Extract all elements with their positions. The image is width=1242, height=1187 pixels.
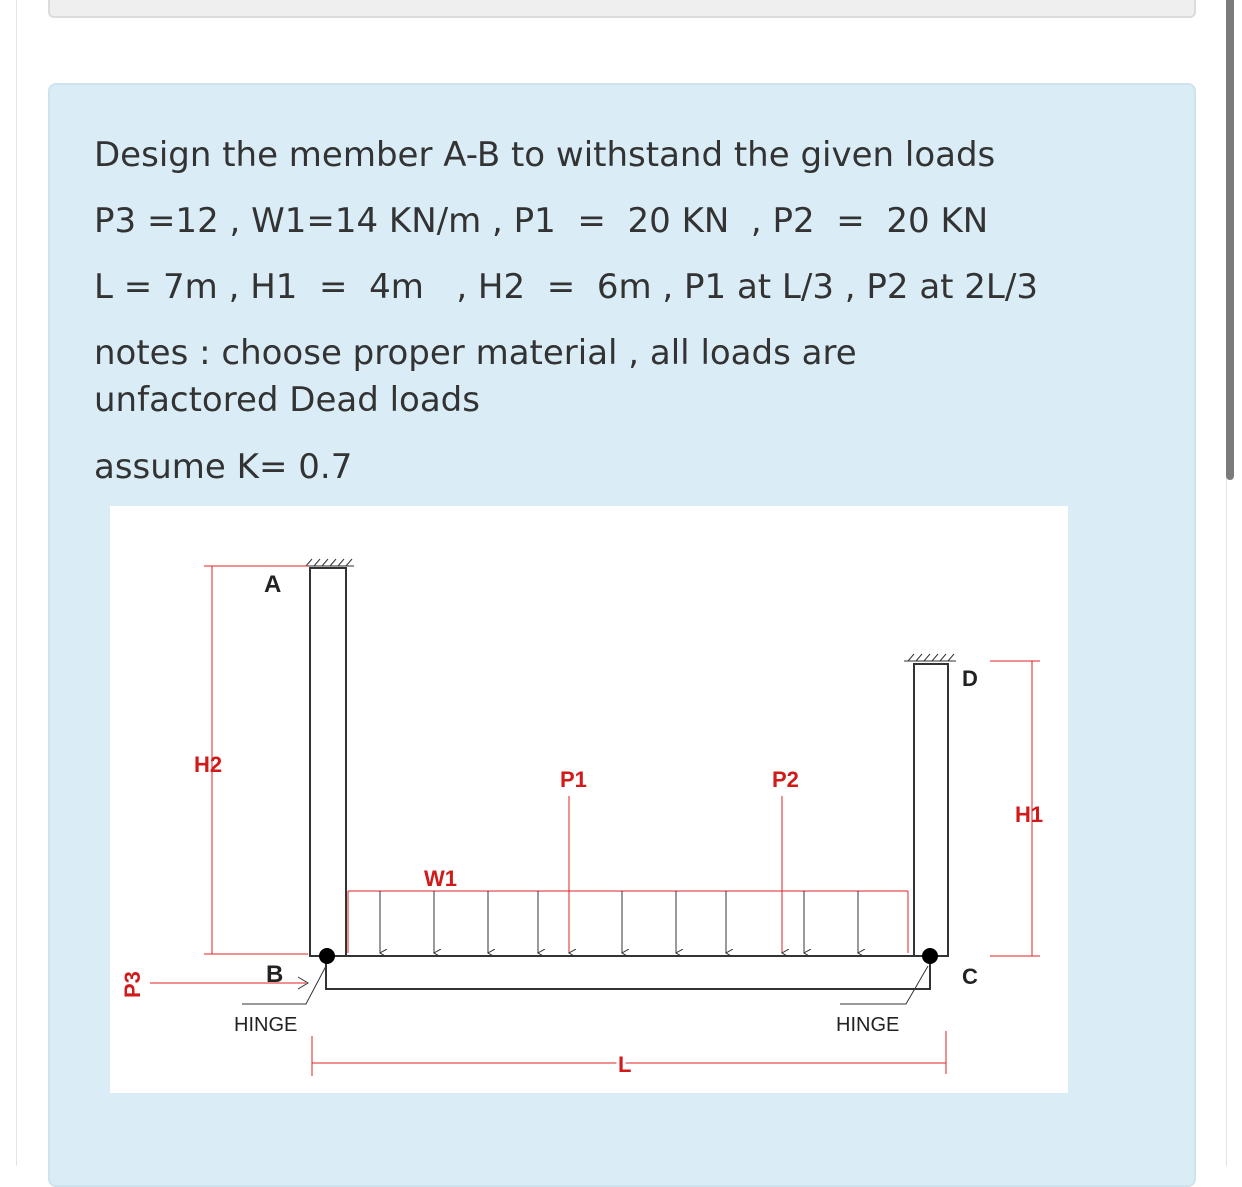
previous-card bbox=[48, 0, 1196, 18]
label-p3: P3 bbox=[120, 971, 145, 998]
label-hinge-left: HINGE bbox=[234, 1014, 298, 1036]
question-line-4: notes : choose proper material , all loads are bbox=[94, 333, 857, 373]
question-line-1: Design the member A-B to withstand the given loads bbox=[94, 135, 996, 175]
question-line-2: P3 =12 , W1=14 KN/m , P1 = 20 KN , P2 = 20 KN bbox=[94, 201, 989, 241]
frame-diagram-svg bbox=[110, 506, 1068, 1093]
hinge-left-leader bbox=[242, 966, 326, 1004]
column-ab bbox=[310, 568, 346, 956]
frame-diagram bbox=[110, 506, 1068, 1093]
label-h2: H2 bbox=[194, 752, 223, 777]
label-b: B bbox=[266, 961, 284, 988]
question-line-3: L = 7m , H1 = 4m , H2 = 6m , P1 at L/3 , P2 at 2L/3 bbox=[94, 267, 1038, 307]
label-p2: P2 bbox=[772, 767, 799, 792]
distributed-load-w1 bbox=[348, 891, 908, 953]
label-d: D bbox=[962, 666, 978, 691]
scrollbar-thumb[interactable] bbox=[1226, 0, 1234, 480]
page-left-border bbox=[16, 0, 17, 1166]
label-c: C bbox=[962, 964, 978, 989]
label-l: L bbox=[618, 1052, 632, 1077]
fixed-support-a bbox=[302, 559, 354, 566]
question-line-6: assume K= 0.7 bbox=[94, 447, 353, 487]
label-h1: H1 bbox=[1015, 802, 1044, 827]
label-w1: W1 bbox=[424, 866, 457, 891]
question-line-5: unfactored Dead loads bbox=[94, 380, 480, 420]
label-p1: P1 bbox=[560, 767, 587, 792]
label-hinge-right: HINGE bbox=[836, 1014, 900, 1036]
beam-bc bbox=[326, 956, 930, 989]
hinge-c bbox=[922, 948, 938, 964]
hinge-b bbox=[319, 948, 335, 964]
column-cd bbox=[914, 664, 948, 956]
fixed-support-d bbox=[904, 654, 956, 661]
label-a: A bbox=[264, 571, 282, 598]
